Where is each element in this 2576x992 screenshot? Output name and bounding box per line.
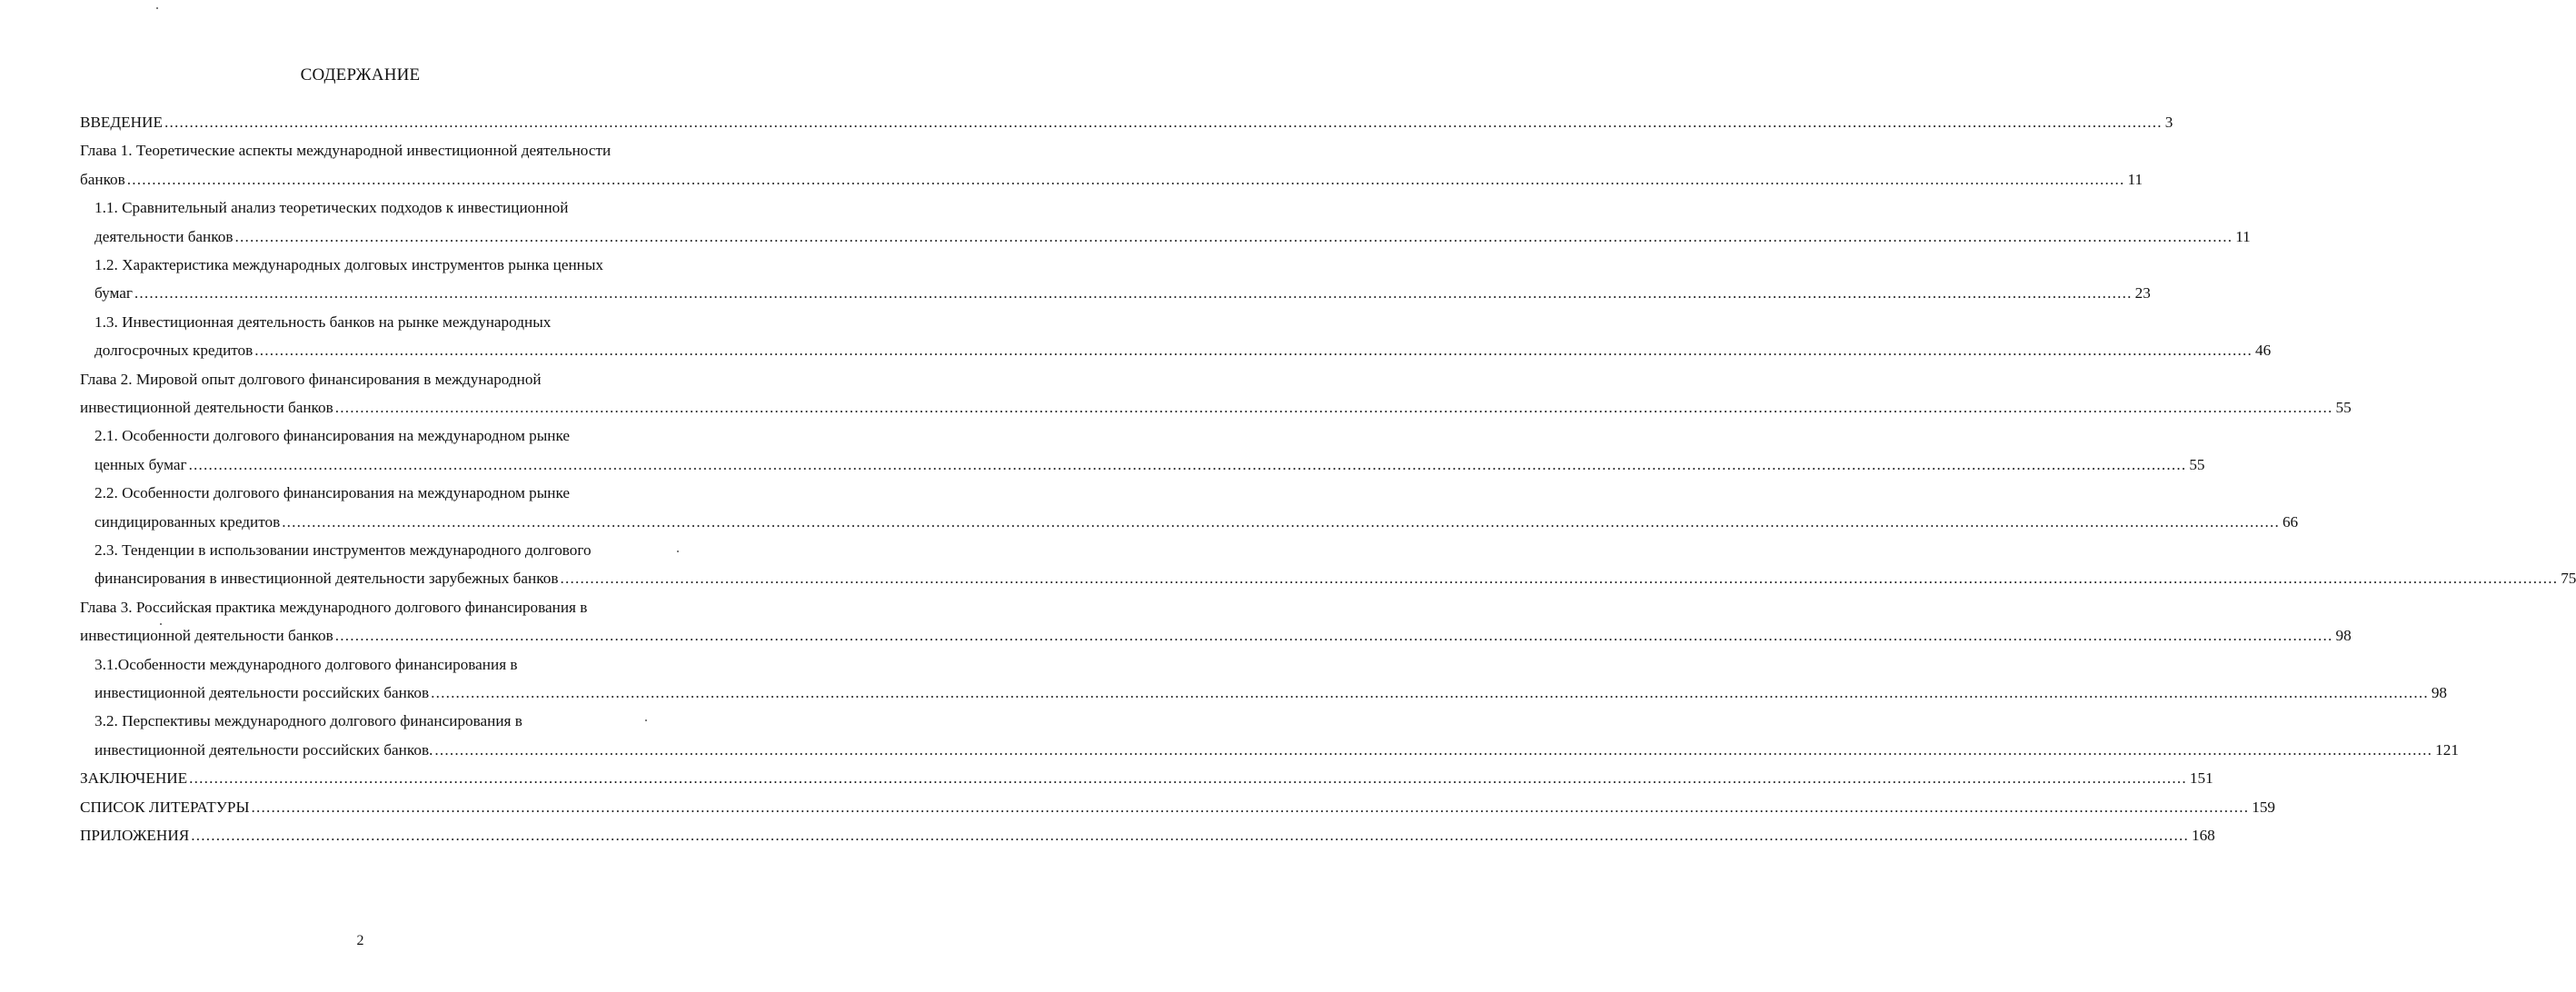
toc-entry-line [94, 512, 2299, 531]
page-title: СОДЕРЖАНИЕ [300, 65, 421, 84]
toc-entry-text: инвестиционной деятельности банков [80, 627, 333, 645]
toc-entry-line [94, 455, 2205, 474]
dot-leader: ................................................................................................................................................................................................................................................................................................................................................................................................................ [126, 170, 2125, 188]
toc-entry-text: инвестиционной деятельности российских банков [94, 684, 430, 701]
toc-entry-line [80, 827, 2215, 845]
toc-entry-text: синдицированных кредитов [94, 512, 281, 531]
toc-entry-line [94, 684, 2448, 702]
dot-leader: ................................................................................................................................................................................................................................................................................................................................................................................................................ [282, 512, 2280, 531]
toc-entry-page: 121 [2435, 740, 2459, 759]
dot-leader: ................................................................................................................................................................................................................................................................................................................................................................................................................ [164, 114, 2163, 131]
scan-speck [677, 551, 679, 552]
toc-entry-page: 98 [2335, 627, 2352, 645]
toc-entry-page: 75 [2561, 570, 2576, 588]
toc-entry-line: 3.2. Перспективы международного долгового финансирования в [94, 712, 522, 730]
toc-entry-line: Глава 2. Мировой опыт долгового финансирования в международной [80, 370, 542, 388]
toc-entry-page: 11 [2235, 227, 2251, 245]
toc-entry-page: 168 [2191, 827, 2215, 844]
toc-entry-line [80, 627, 2352, 645]
toc-entry-line [94, 227, 2251, 246]
dot-leader: ................................................................................................................................................................................................................................................................................................................................................................................................................ [191, 827, 2189, 844]
toc-entry-line [80, 769, 2213, 788]
toc-entry-text: ПРИЛОЖЕНИЯ [80, 827, 190, 844]
toc-entry-line: 3.1.Особенности международного долгового финансирования в [94, 655, 518, 673]
page-number: 2 [356, 933, 364, 948]
toc-entry-line: 2.3. Тенденции в использовании инструментов международного долгового [94, 541, 592, 559]
dot-leader: ................................................................................................................................................................................................................................................................................................................................................................................................................ [334, 627, 2333, 645]
dot-leader: ................................................................................................................................................................................................................................................................................................................................................................................................................ [560, 570, 2559, 588]
toc-entry-line: Глава 1. Теоретические аспекты международной инвестиционной деятельности [80, 142, 612, 160]
toc-entry-text: СПИСОК ЛИТЕРАТУРЫ [80, 798, 250, 816]
dot-leader: ................................................................................................................................................................................................................................................................................................................................................................................................................ [434, 740, 2433, 759]
dot-leader: ................................................................................................................................................................................................................................................................................................................................................................................................................ [134, 284, 2133, 303]
toc-entry-text: деятельности банков [94, 227, 234, 245]
toc-entry-page: 98 [2431, 684, 2448, 701]
scan-speck [160, 623, 162, 625]
toc-entry-text: долгосрочных кредитов [94, 342, 254, 360]
dot-leader: ................................................................................................................................................................................................................................................................................................................................................................................................................ [254, 342, 2253, 360]
toc-entry-line [94, 342, 2272, 360]
toc-entry-page: 3 [2164, 114, 2173, 131]
dot-leader: ................................................................................................................................................................................................................................................................................................................................................................................................................ [188, 455, 2187, 473]
toc-entry-line: 1.1. Сравнительный анализ теоретических подходов к инвестиционной [94, 199, 569, 217]
toc-entry-line: Глава 3. Российская практика международного долгового финансирования в [80, 598, 588, 616]
toc-entry-text: бумаг [94, 284, 133, 303]
dot-leader: ................................................................................................................................................................................................................................................................................................................................................................................................................ [251, 798, 2250, 816]
toc-entry-text: ВВЕДЕНИЕ [80, 114, 163, 131]
toc-entry-page: 23 [2134, 284, 2151, 303]
scan-speck [645, 719, 647, 721]
toc-entry-text: ценных бумаг [94, 455, 187, 473]
dot-leader: ................................................................................................................................................................................................................................................................................................................................................................................................................ [431, 684, 2429, 701]
dot-leader: ................................................................................................................................................................................................................................................................................................................................................................................................................ [189, 769, 2187, 788]
dot-leader: ................................................................................................................................................................................................................................................................................................................................................................................................................ [234, 227, 2233, 245]
scan-speck [156, 7, 158, 9]
toc-entry-line [80, 798, 2275, 817]
toc-entry-page: 11 [2127, 170, 2143, 188]
dot-leader: ................................................................................................................................................................................................................................................................................................................................................................................................................ [334, 399, 2333, 416]
toc-entry-line [94, 284, 2151, 303]
toc-entry-line [80, 399, 2352, 417]
toc-entry-page: 55 [2335, 399, 2352, 416]
toc-entry-line [80, 114, 2173, 132]
toc-entry-page: 151 [2189, 769, 2213, 788]
toc-entry-text: финансирования в инвестиционной деятельности зарубежных банков [94, 570, 559, 588]
toc-entry-line: 1.2. Характеристика международных долговых инструментов рынка ценных [94, 256, 604, 273]
toc-entry-line [94, 570, 2576, 588]
toc-entry-page: 66 [2282, 512, 2299, 531]
toc-entry-line [80, 170, 2143, 189]
toc-entry-text: ЗАКЛЮЧЕНИЕ [80, 769, 188, 788]
toc-entry-line [94, 740, 2459, 759]
toc-entry-text: инвестиционной деятельности российских банков. [94, 740, 433, 759]
toc-entry-line: 2.1. Особенности долгового финансирования на международном рынке [94, 427, 571, 445]
toc-entry-page: 159 [2252, 798, 2275, 816]
toc-entry-page: 55 [2189, 455, 2205, 473]
toc-entry-line: 1.3. Инвестиционная деятельность банков на рынке международных [94, 312, 552, 331]
toc-entry-text: банков [80, 170, 125, 188]
toc-entry-text: инвестиционной деятельности банков [80, 399, 333, 416]
toc-entry-page: 46 [2255, 342, 2272, 360]
toc-entry-line: 2.2. Особенности долгового финансирования на международном рынке [94, 484, 571, 502]
